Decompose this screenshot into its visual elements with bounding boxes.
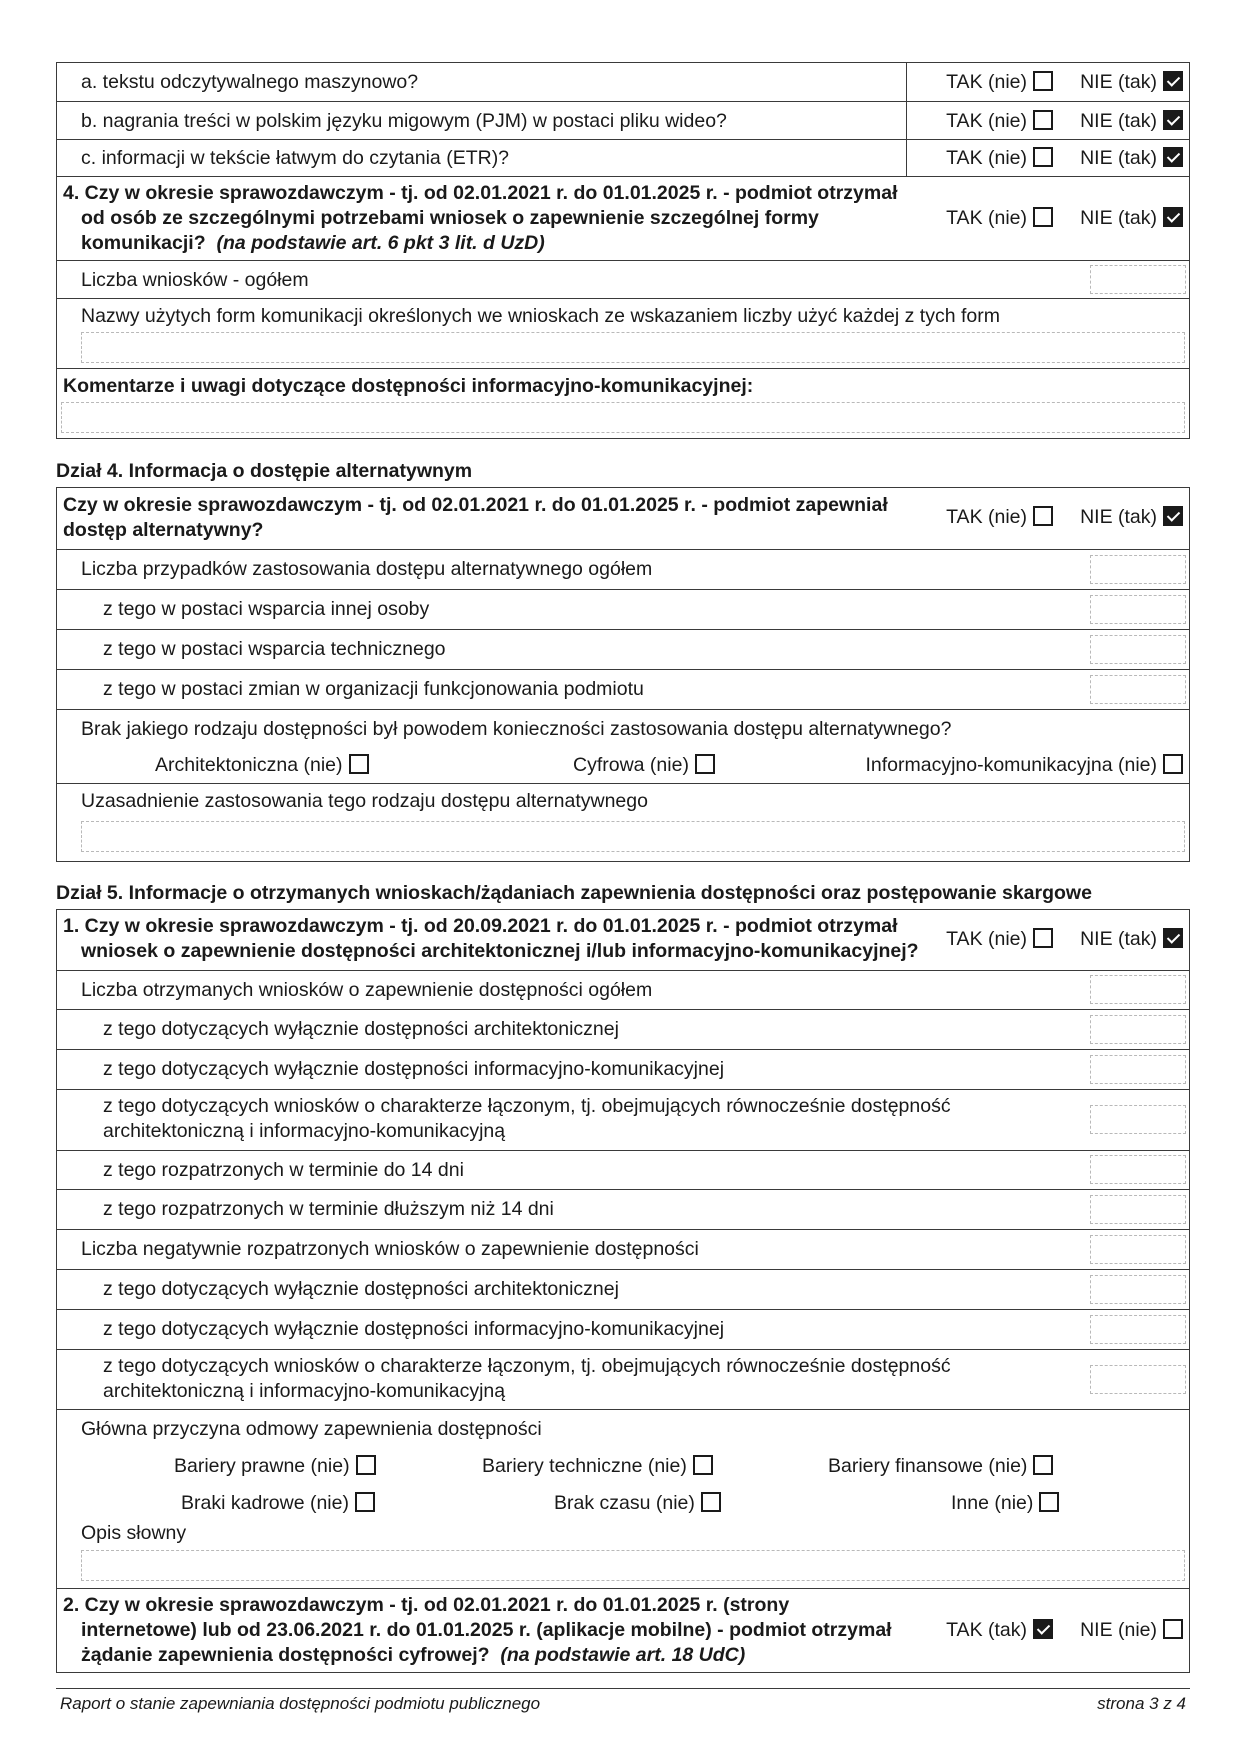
nie-option: NIE (tak) — [1080, 110, 1183, 133]
option-brak-czasu: Brak czasu (nie) — [554, 1492, 721, 1515]
legal-basis-note: (na podstawie art. 6 pkt 3 lit. d UzD) — [216, 232, 545, 254]
tak-checkbox-checked[interactable] — [1033, 1619, 1053, 1639]
count-row — [57, 669, 1189, 709]
top-table — [56, 62, 1190, 439]
architektoniczna-checkbox[interactable] — [349, 754, 369, 774]
count-label: Liczba negatywnie rozpatrzonych wniosków o zapewnienie dostępności — [81, 1238, 699, 1260]
count-row — [57, 1349, 1189, 1409]
legal-basis-note: (na podstawie art. 18 UdC) — [500, 1644, 746, 1666]
tak-checkbox[interactable] — [1033, 928, 1053, 948]
brak-czasu-checkbox[interactable] — [701, 1492, 721, 1512]
count-label-line1: z tego dotyczących wniosków o charakterze łączonym, tj. obejmujących równocześnie dostępność — [103, 1095, 951, 1117]
count-input[interactable] — [1090, 675, 1186, 704]
question-4-line1: 4. Czy w okresie sprawozdawczym - tj. od 02.01.2021 r. do 01.01.2025 r. - podmiot otrzymał — [63, 182, 898, 204]
refusal-reason-row — [57, 1409, 1189, 1588]
requests-question-line1: 1. Czy w okresie sprawozdawczym - tj. od 20.09.2021 r. do 01.01.2025 r. - podmiot otrzymał — [63, 915, 898, 937]
count-row — [57, 1309, 1189, 1349]
count-row — [57, 1269, 1189, 1309]
description-label: Opis słowny — [81, 1522, 187, 1544]
count-row — [57, 970, 1189, 1009]
count-label: z tego w postaci zmian w organizacji funkcjonowania podmiotu — [103, 678, 644, 700]
nie-option: NIE (tak) — [1080, 928, 1183, 951]
option-bariery-finansowe: Bariery finansowe (nie) — [828, 1455, 1053, 1478]
tak-option: TAK (nie) — [946, 506, 1053, 529]
count-row — [57, 1150, 1189, 1189]
digital-request-question-row — [57, 1588, 1189, 1672]
count-label-line2: architektoniczną i informacyjno-komunikacyjną — [103, 1380, 506, 1402]
tak-option: TAK (nie) — [946, 207, 1053, 230]
count-input[interactable] — [1090, 1155, 1186, 1184]
nie-checkbox-checked[interactable] — [1163, 110, 1183, 130]
count-input[interactable] — [1090, 1195, 1186, 1224]
justification-row — [57, 783, 1189, 861]
count-input[interactable] — [1090, 555, 1186, 584]
question-4-row — [57, 176, 1189, 260]
question-c-label: c. informacji w tekście łatwym do czytania (ETR)? — [81, 147, 510, 169]
count-input[interactable] — [1090, 1365, 1186, 1394]
bariery-prawne-checkbox[interactable] — [356, 1455, 376, 1475]
requests-question-row — [57, 910, 1189, 970]
count-label: z tego dotyczących wyłącznie dostępności informacyjno-komunikacyjnej — [103, 1318, 725, 1340]
count-row — [57, 260, 1189, 298]
count-label: Liczba przypadków zastosowania dostępu alternatywnego ogółem — [81, 558, 653, 580]
option-braki-kadrowe: Braki kadrowe (nie) — [181, 1492, 375, 1515]
nie-checkbox-checked[interactable] — [1163, 506, 1183, 526]
count-input[interactable] — [1090, 1105, 1186, 1134]
option-bariery-prawne: Bariery prawne (nie) — [174, 1455, 376, 1478]
tak-option: TAK (nie) — [946, 110, 1053, 133]
tak-option: TAK (nie) — [946, 71, 1053, 94]
count-label: z tego dotyczących wyłącznie dostępności informacyjno-komunikacyjnej — [103, 1058, 725, 1080]
count-row — [57, 589, 1189, 629]
nie-option: NIE (tak) — [1080, 71, 1183, 94]
comments-input[interactable] — [61, 402, 1185, 433]
count-row — [57, 629, 1189, 669]
footer-title: Raport o stanie zapewniania dostępności podmiotu publicznego — [60, 1694, 541, 1713]
forms-row — [57, 298, 1189, 368]
option-informacyjno-komunikacyjna: Informacyjno-komunikacyjna (nie) — [865, 754, 1183, 777]
count-label: z tego w postaci wsparcia innej osoby — [103, 598, 430, 620]
count-input[interactable] — [1090, 1315, 1186, 1344]
question-row-b — [57, 101, 1189, 139]
lack-type-question: Brak jakiego rodzaju dostępności był powodem konieczności zastosowania dostępu alternatywnego? — [81, 718, 952, 740]
tak-checkbox[interactable] — [1033, 71, 1053, 91]
nie-checkbox-checked[interactable] — [1163, 928, 1183, 948]
braki-kadrowe-checkbox[interactable] — [355, 1492, 375, 1512]
count-label-line1: z tego dotyczących wniosków o charakterze łączonym, tj. obejmujących równocześnie dostępność — [103, 1355, 951, 1377]
inne-checkbox[interactable] — [1039, 1492, 1059, 1512]
count-row — [57, 1229, 1189, 1269]
count-label-line2: architektoniczną i informacyjno-komunikacyjną — [103, 1120, 506, 1142]
tak-checkbox[interactable] — [1033, 506, 1053, 526]
digital-question-line3: żądanie zapewnienia dostępności cyfrowej? (na podstawie art. 18 UdC) — [81, 1644, 746, 1666]
question-row-c — [57, 139, 1189, 176]
option-bariery-techniczne: Bariery techniczne (nie) — [482, 1455, 713, 1478]
description-input[interactable] — [81, 1550, 1185, 1581]
tak-checkbox[interactable] — [1033, 147, 1053, 167]
alt-access-question-line1: Czy w okresie sprawozdawczym - tj. od 02.01.2021 r. do 01.01.2025 r. - podmiot zapewniał — [63, 494, 888, 516]
count-input[interactable] — [1090, 595, 1186, 624]
question-4-line2: od osób ze szczególnymi potrzebami wniosek o zapewnienie szczególnej formy — [81, 207, 819, 229]
lack-type-row — [57, 709, 1189, 783]
bariery-finansowe-checkbox[interactable] — [1033, 1455, 1053, 1475]
count-input[interactable] — [1090, 265, 1186, 294]
count-label: z tego rozpatrzonych w terminie do 14 dni — [103, 1159, 464, 1181]
count-row — [57, 1009, 1189, 1049]
cyfrowa-checkbox[interactable] — [695, 754, 715, 774]
option-architektoniczna: Architektoniczna (nie) — [155, 754, 369, 777]
section-5-heading: Dział 5. Informacje o otrzymanych wnioskach/żądaniach zapewnienia dostępności oraz postępowanie skargowe — [56, 882, 1092, 904]
nie-checkbox-checked[interactable] — [1163, 147, 1183, 167]
justification-input[interactable] — [81, 821, 1185, 852]
forms-label: Nazwy użytych form komunikacji określonych we wnioskach ze wskazaniem liczby użyć każdej z tych form — [81, 305, 1000, 327]
nie-checkbox-checked[interactable] — [1163, 71, 1183, 91]
count-input[interactable] — [1090, 1275, 1186, 1304]
justification-label: Uzasadnienie zastosowania tego rodzaju dostępu alternatywnego — [81, 790, 648, 812]
section-4-table — [56, 487, 1190, 862]
count-input[interactable] — [1090, 1235, 1186, 1264]
count-label: z tego dotyczących wyłącznie dostępności architektonicznej — [103, 1278, 619, 1300]
question-b-label: b. nagrania treści w polskim języku migowym (PJM) w postaci pliku wideo? — [81, 110, 727, 132]
question-a-label: a. tekstu odczytywalnego maszynowo? — [81, 71, 419, 93]
tak-option: TAK (nie) — [946, 928, 1053, 951]
forms-input[interactable] — [81, 332, 1185, 363]
count-row — [57, 1089, 1189, 1150]
digital-question-line1: 2. Czy w okresie sprawozdawczym - tj. od 02.01.2021 r. do 01.01.2025 r. (strony — [63, 1594, 790, 1616]
count-row — [57, 549, 1189, 589]
count-label: z tego w postaci wsparcia technicznego — [103, 638, 446, 660]
nie-option: NIE (tak) — [1080, 506, 1183, 529]
alt-access-question-row — [57, 488, 1189, 549]
count-input[interactable] — [1090, 1055, 1186, 1084]
count-label: z tego rozpatrzonych w terminie dłuższym niż 14 dni — [103, 1198, 554, 1220]
tak-option: TAK (nie) — [946, 147, 1053, 170]
count-input[interactable] — [1090, 975, 1186, 1004]
requests-question-line2: wniosek o zapewnienie dostępności architektonicznej i/lub informacyjno-komunikacyjnej? — [81, 940, 919, 962]
comments-label: Komentarze i uwagi dotyczące dostępności informacyjno-komunikacyjnej: — [63, 375, 754, 397]
bariery-techniczne-checkbox[interactable] — [693, 1455, 713, 1475]
alt-access-question-line2: dostęp alternatywny? — [63, 519, 264, 541]
nie-option: NIE (tak) — [1080, 147, 1183, 170]
count-label: Liczba otrzymanych wniosków o zapewnienie dostępności ogółem — [81, 979, 653, 1001]
digital-question-line2: internetowe) lub od 23.06.2021 r. do 01.01.2025 r. (aplikacje mobilne) - podmiot otrzymał — [81, 1619, 892, 1641]
count-row — [57, 1189, 1189, 1229]
tak-checkbox[interactable] — [1033, 110, 1053, 130]
tak-checkbox[interactable] — [1033, 207, 1053, 227]
option-cyfrowa: Cyfrowa (nie) — [573, 754, 715, 777]
nie-option: NIE (nie) — [1080, 1619, 1183, 1642]
footer-divider — [56, 1688, 1190, 1689]
count-label: z tego dotyczących wyłącznie dostępności architektonicznej — [103, 1018, 619, 1040]
informacyjno-komunikacyjna-checkbox[interactable] — [1163, 754, 1183, 774]
count-label: Liczba wniosków - ogółem — [81, 269, 309, 291]
question-4-line3: komunikacji? (na podstawie art. 6 pkt 3 lit. d UzD) — [81, 232, 545, 254]
comments-row — [57, 368, 1189, 438]
nie-checkbox[interactable] — [1163, 1619, 1183, 1639]
count-row — [57, 1049, 1189, 1089]
refusal-reason-label: Główna przyczyna odmowy zapewnienia dostępności — [81, 1418, 542, 1440]
nie-checkbox-checked[interactable] — [1163, 207, 1183, 227]
nie-option: NIE (tak) — [1080, 207, 1183, 230]
option-inne: Inne (nie) — [951, 1492, 1059, 1515]
count-input[interactable] — [1090, 635, 1186, 664]
question-row-a — [57, 63, 1189, 101]
section-5-table — [56, 909, 1190, 1673]
section-4-heading: Dział 4. Informacja o dostępie alternatywnym — [56, 460, 473, 482]
count-input[interactable] — [1090, 1015, 1186, 1044]
tak-option: TAK (tak) — [946, 1619, 1053, 1642]
page-number: strona 3 z 4 — [1097, 1694, 1186, 1713]
